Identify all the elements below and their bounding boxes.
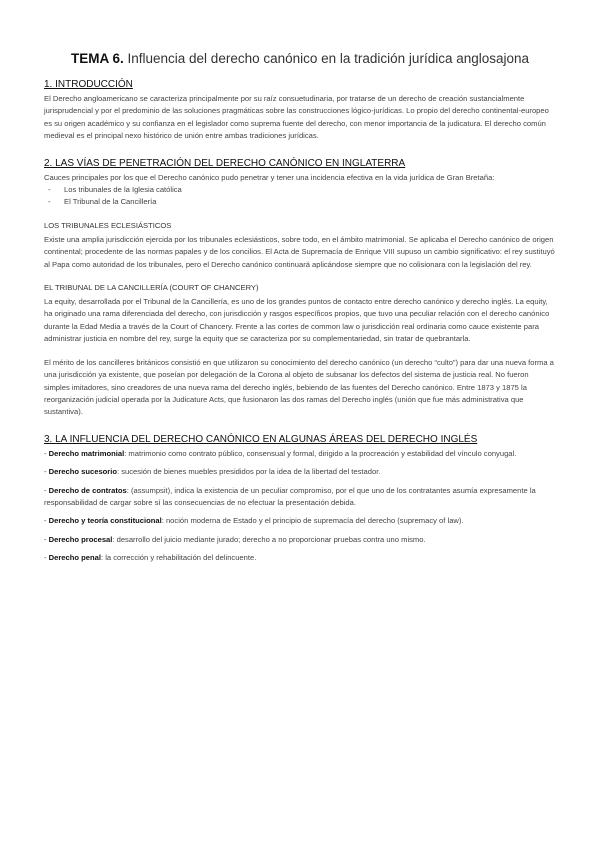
list-item: - Derecho sucesorio: sucesión de bienes muebles presididos por la idea de la libertad del testador.: [44, 467, 381, 477]
intro-paragraph: El Derecho angloamericano se caracteriza principalmente por su raíz consuetudinaria, por tratarse de un derecho de creación sustancialmente jurisprudencial y por el predominio de las soluciones pragmáticas sobre las construcciones lógico-jurídicas. Lo propio del derecho continental-europeo es su origen académico y su confianza en el legislador como suprema fuente del derecho, con menor importancia de la judicatura. El derecho común medieval es el principal nexo histórico de unión entre ambas tradiciones jurídicas.: [44, 94, 549, 141]
cancilleria-paragraph-1: La equity, desarrollada por el Tribunal de la Cancillería, es uno de los grandes puntos de contacto entre derecho canónico y derecho inglés. La equity, ha originado una rama diferenciada del derecho, con jurisdicción y rasgos específicos propios, que tuvo una peculiar relación con el derecho canónico durante la Edad Media a través de la Court of Chancery. Frente a las cortes de common law o jurisdicción real ordinaria como cauce existente para administrar justicia en nombre del rey, surge la equity que se caracteriza por su complementariedad, sin tratar de quebrantarla.: [44, 297, 550, 344]
list-item: - Derecho procesal: desarrollo del juicio mediante jurado; derecho a no proporcionar pruebas contra uno mismo.: [44, 534, 426, 544]
subheading-tribunal-cancilleria: EL TRIBUNAL DE LA CANCILLERÍA (COURT OF CHANCERY): [44, 283, 259, 293]
document-title: [44, 50, 556, 68]
list-item: - Los tribunales de la Iglesia católica: [48, 185, 182, 195]
list-item: - El Tribunal de la Cancillería: [48, 197, 157, 207]
title-text: Influencia del derecho canónico en la tradición jurídica anglosajona: [127, 51, 530, 66]
section-heading-1: 1. INTRODUCCIÓN: [44, 79, 133, 90]
section-heading-2: 2. LAS VÍAS DE PENETRACIÓN DEL DERECHO CANÓNICO EN INGLATERRA: [44, 157, 406, 169]
list-item: - Derecho de contratos: (assumpsit), indica la existencia de un peculiar compromiso, por el que uno de los contratantes asumía expresamente la responsabilidad de cargar sobre sí las consecuencias de no efectuar la presentación debida.: [44, 485, 536, 507]
section-heading-3: 3. LA INFLUENCIA DEL DERECHO CANÓNICO EN ALGUNAS ÁREAS DEL DERECHO INGLÉS: [44, 433, 478, 445]
vias-list: [44, 184, 556, 209]
list-item: - Derecho matrimonial: matrimonio como contrato público, consensual y formal, dirigido a la procreación y estabilidad del vínculo conyugal.: [44, 448, 517, 458]
section-influencia: [44, 433, 556, 565]
vias-intro-paragraph: Cauces principales por los que el Derecho canónico pudo penetrar y tener una incidencia efectiva en la vida jurídica de Gran Bretaña:: [44, 172, 495, 182]
list-item: - Derecho penal: la corrección y rehabilitación del delincuente.: [44, 553, 257, 563]
section-vias-penetracion: [44, 157, 556, 419]
title-number: TEMA 6.: [70, 51, 124, 66]
cancilleria-paragraph-2: El mérito de los cancilleres británicos consistió en que utilizaron su conocimiento del derecho canónico (un derecho “culto”) para dar una nueva forma a una jurisdicción ya existente, que poseían por delegación de la Corona al objeto de subsanar los defectos del sistema de justicia real. No fueron simples imitadores, sino creadores de una nueva rama del derecho inglés, bebiendo de las fuentes del Derecho canónico. Entre 1873 y 1875 la reorganización judicial operada por la Judicature Acts, que fusionaron las dos ramas del Derecho inglés (unión que fue más administrativa que sustantiva).: [44, 357, 554, 417]
subheading-tribunales-eclesiasticos: LOS TRIBUNALES ECLESIÁSTICOS: [44, 220, 172, 230]
tribunales-paragraph: Existe una amplia jurisdicción ejercida por los tribunales eclesiásticos, sobre todo, en el ámbito matrimonial. Se aplicaba el Derecho canónico de origen continental; procedente de las normas papales y de los concilios. El Acta de Supremacía de Enrique VIII supuso un cambio significativo: el rey sustituyó al Papa como autoridad de los tribunales, pero el Derecho canónico continuará aplicándose siempre que no colisionara con la legislación del rey.: [44, 234, 555, 269]
list-item: - Derecho y teoría constitucional: noción moderna de Estado y el principio de supremacía del derecho (supremacy of law).: [44, 516, 464, 526]
section-introduccion: [44, 78, 556, 143]
